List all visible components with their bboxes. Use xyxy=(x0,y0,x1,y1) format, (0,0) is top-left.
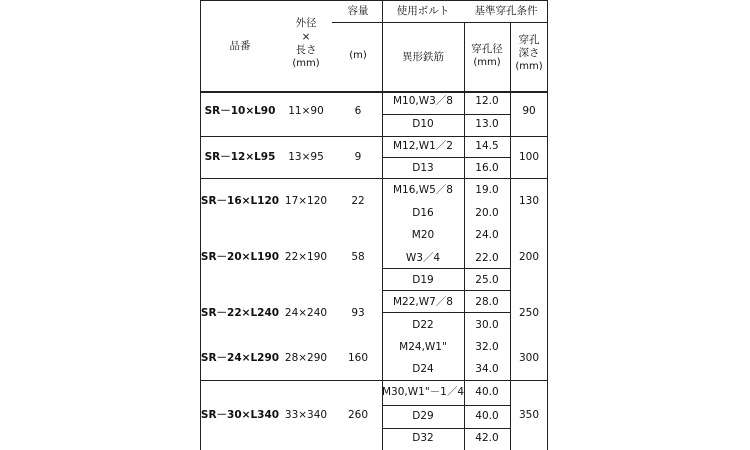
subrow-separator xyxy=(382,114,510,115)
row-depth: 350 xyxy=(518,408,540,421)
row-size: 28×290 xyxy=(284,351,328,364)
subrow-separator xyxy=(382,312,510,313)
row-depth: 100 xyxy=(518,150,540,163)
row-size: 33×340 xyxy=(284,408,328,421)
row-size: 22×190 xyxy=(284,250,328,263)
row-capacity: 58 xyxy=(351,250,365,263)
col-divider-depth xyxy=(510,22,511,450)
header-depth-line2: 深さ xyxy=(518,46,540,59)
group-separator xyxy=(200,136,548,137)
header-hinban: 品番 xyxy=(229,39,251,52)
subrow-separator xyxy=(382,405,510,406)
header-size-unit: (mm) xyxy=(292,57,320,69)
row-bolt: D22 xyxy=(412,318,434,331)
row-diameter: 32.0 xyxy=(475,340,499,353)
row-bolt: D24 xyxy=(412,362,434,375)
subrow-separator xyxy=(382,290,510,291)
row-diameter: 13.0 xyxy=(475,117,499,130)
header-depth-line1: 穿孔 xyxy=(518,33,540,46)
group-separator xyxy=(200,380,548,381)
row-diameter: 12.0 xyxy=(475,94,499,107)
spec-table xyxy=(200,0,548,450)
header-diameter-unit: (mm) xyxy=(473,56,501,68)
row-bolt: M30,W1"－1／4 xyxy=(382,385,465,398)
row-capacity: 22 xyxy=(351,194,365,207)
row-bolt: M16,W5／8 xyxy=(392,183,453,196)
row-capacity: 260 xyxy=(347,408,369,421)
header-size-line1: 外径 xyxy=(295,16,317,29)
header-condition: 基準穿孔条件 xyxy=(474,4,538,17)
row-bolt: D19 xyxy=(412,273,434,286)
row-diameter: 42.0 xyxy=(475,431,499,444)
row-size: 24×240 xyxy=(284,306,328,319)
row-diameter: 24.0 xyxy=(475,228,499,241)
group-separator xyxy=(200,178,548,179)
row-depth: 130 xyxy=(518,194,540,207)
row-diameter: 25.0 xyxy=(475,273,499,286)
subrow-separator xyxy=(382,268,510,269)
row-capacity: 160 xyxy=(347,351,369,364)
header-depth-unit: (mm) xyxy=(515,60,543,72)
subrow-separator xyxy=(382,157,510,158)
row-capacity: 6 xyxy=(354,104,362,117)
row-diameter: 19.0 xyxy=(475,183,499,196)
header-capacity: 容量 xyxy=(347,4,369,17)
row-bolt: D32 xyxy=(412,431,434,444)
col-divider-bolt xyxy=(382,0,383,450)
row-hinban: SR－20×L190 xyxy=(200,250,280,263)
table-border-top xyxy=(200,0,548,1)
row-size: 11×90 xyxy=(288,104,324,117)
row-diameter: 28.0 xyxy=(475,295,499,308)
row-bolt: M20 xyxy=(411,228,435,241)
row-bolt: D29 xyxy=(412,409,434,422)
row-diameter: 30.0 xyxy=(475,318,499,331)
row-bolt: D10 xyxy=(412,117,434,130)
row-hinban: SR－12×L95 xyxy=(204,150,276,163)
row-diameter: 22.0 xyxy=(475,251,499,264)
row-hinban: SR－30×L340 xyxy=(200,408,280,421)
row-diameter: 20.0 xyxy=(475,206,499,219)
row-bolt: M12,W1／2 xyxy=(392,139,453,152)
table-border-left xyxy=(200,0,201,450)
header-size-line3: 長さ xyxy=(295,43,317,56)
row-capacity: 9 xyxy=(354,150,362,163)
row-bolt: W3／4 xyxy=(405,251,441,264)
row-bolt: M24,W1" xyxy=(399,340,447,353)
row-diameter: 16.0 xyxy=(475,161,499,174)
row-depth: 200 xyxy=(518,250,540,263)
header-capacity-unit: (m) xyxy=(349,49,367,61)
row-hinban: SR－16×L120 xyxy=(200,194,280,207)
row-depth: 250 xyxy=(518,306,540,319)
row-bolt: D13 xyxy=(412,161,434,174)
row-capacity: 93 xyxy=(351,306,365,319)
header-bolt: 使用ボルト xyxy=(396,4,450,17)
header-bolt-sub: 異形鉄筋 xyxy=(402,50,444,63)
row-diameter: 40.0 xyxy=(475,385,499,398)
row-bolt: M10,W3／8 xyxy=(392,94,453,107)
row-hinban: SR－24×L290 xyxy=(200,351,280,364)
row-diameter: 40.0 xyxy=(475,409,499,422)
header-diameter-line1: 穿孔径 xyxy=(471,42,503,55)
row-size: 13×95 xyxy=(288,150,324,163)
header-size-line2: × xyxy=(301,30,311,43)
header-subline xyxy=(332,22,548,23)
row-hinban: SR－22×L240 xyxy=(200,306,280,319)
header-divider xyxy=(200,91,548,93)
row-depth: 90 xyxy=(522,104,536,117)
subrow-separator xyxy=(382,428,510,429)
row-bolt: D16 xyxy=(412,206,434,219)
row-hinban: SR－10×L90 xyxy=(204,104,276,117)
row-size: 17×120 xyxy=(284,194,328,207)
row-depth: 300 xyxy=(518,351,540,364)
row-diameter: 14.5 xyxy=(475,139,499,152)
row-bolt: M22,W7／8 xyxy=(392,295,453,308)
row-diameter: 34.0 xyxy=(475,362,499,375)
